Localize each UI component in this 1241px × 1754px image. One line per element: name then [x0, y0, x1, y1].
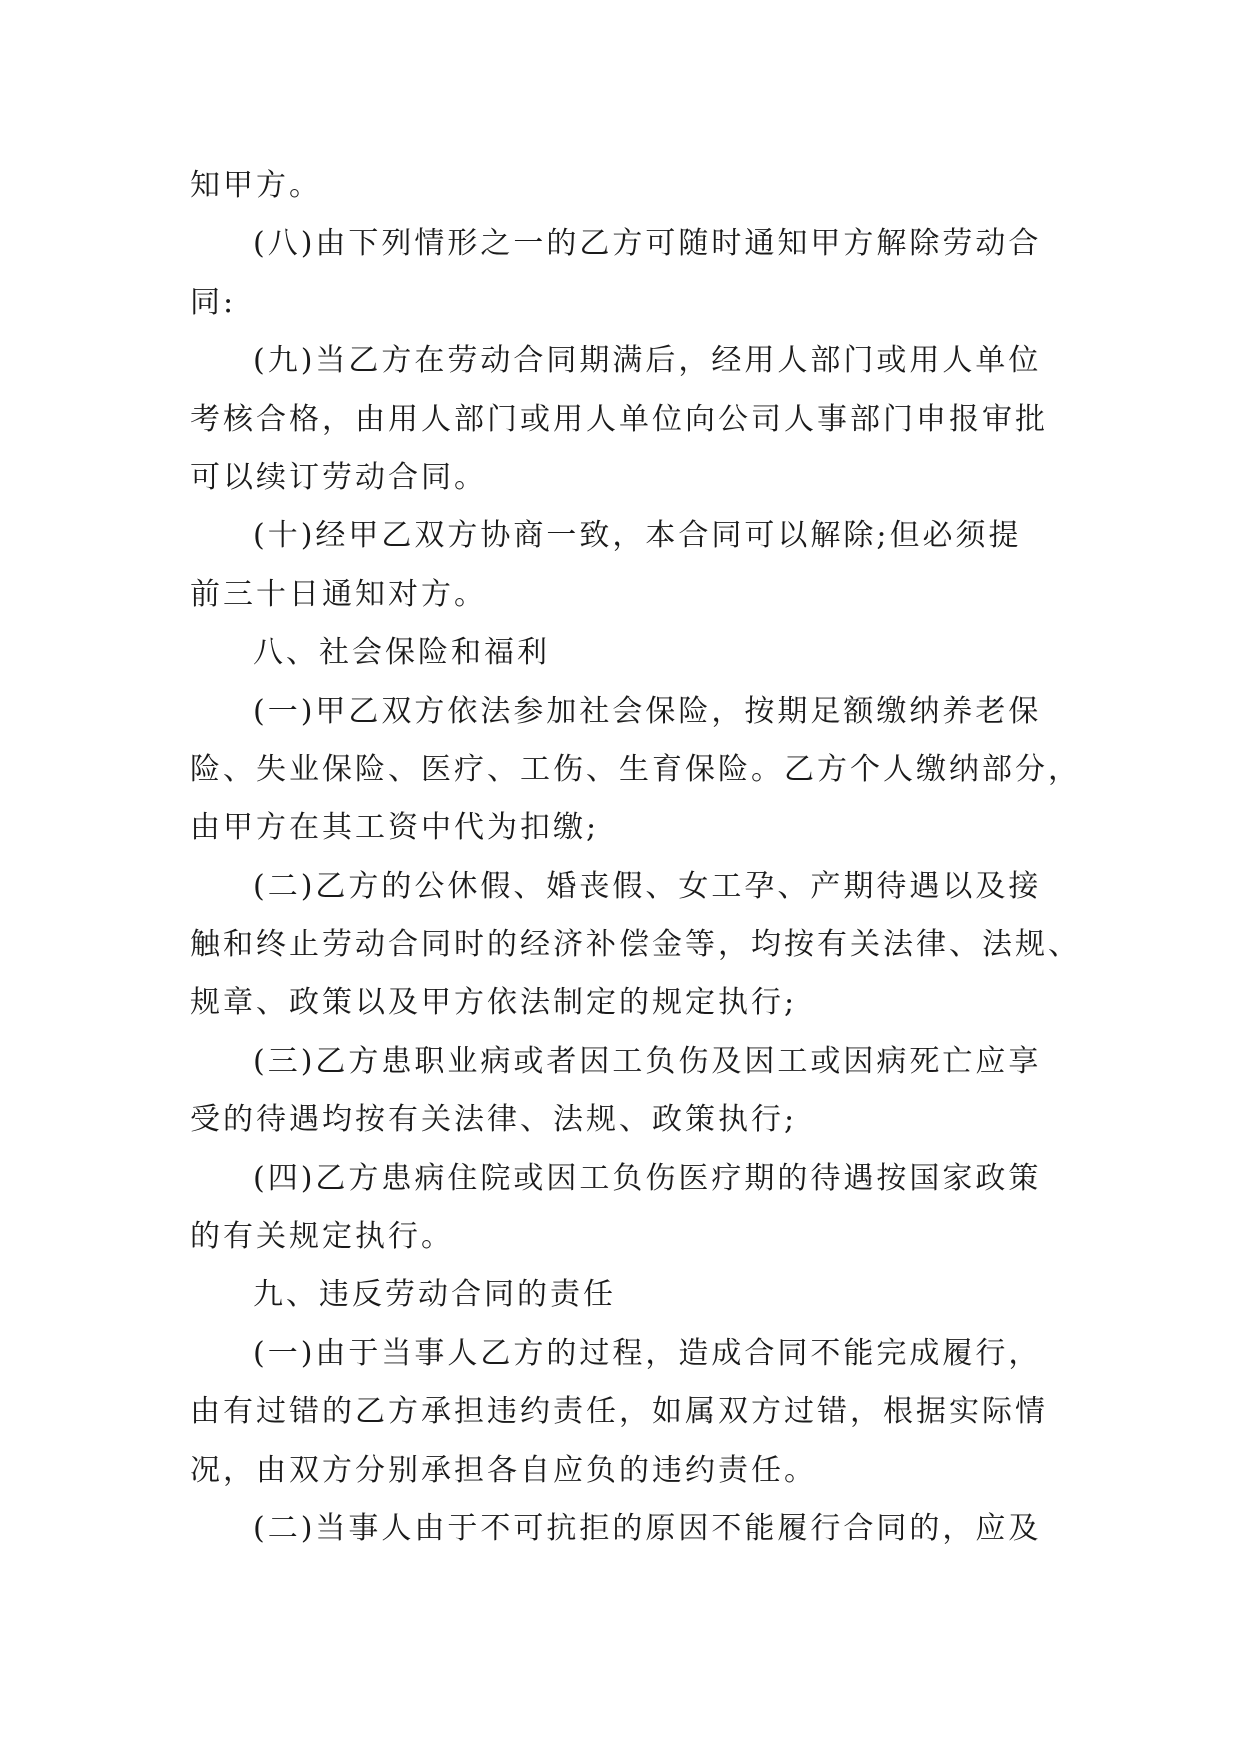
text-line: 触和终止劳动合同时的经济补偿金等，均按有关法律、法规、: [190, 927, 1081, 963]
document-body: [190, 157, 1081, 1558]
text-line: (一)甲乙双方依法参加社会保险，按期足额缴纳养老保: [253, 693, 1042, 729]
text-line: 况，由双方分别承担各自应负的违约责任。: [190, 1452, 817, 1488]
text-line: 由甲方在其工资中代为扣缴;: [190, 810, 600, 846]
text-line: 受的待遇均按有关法律、法规、政策执行;: [190, 1102, 798, 1138]
text-line: (十)经甲乙双方协商一致，本合同可以解除;但必须提: [253, 518, 1022, 554]
text-line: 规章、政策以及甲方依法制定的规定执行;: [190, 985, 798, 1021]
text-line: (二)乙方的公休假、婚丧假、女工孕、产期待遇以及接: [253, 868, 1042, 904]
text-line: (三)乙方患职业病或者因工负伤及因工或因病死亡应享: [253, 1043, 1042, 1079]
text-line: 同:: [190, 284, 237, 320]
text-line: 的有关规定执行。: [190, 1219, 454, 1255]
text-line: (八)由下列情形之一的乙方可随时通知甲方解除劳动合: [253, 226, 1042, 262]
text-line: (四)乙方患病住院或因工负伤医疗期的待遇按国家政策: [253, 1160, 1042, 1196]
text-line: 前三十日通知对方。: [190, 576, 487, 612]
text-line: 考核合格，由用人部门或用人单位向公司人事部门申报审批: [190, 401, 1048, 437]
text-line: 知甲方。: [190, 168, 322, 203]
text-line: 可以续订劳动合同。: [190, 459, 487, 495]
text-line: 由有过错的乙方承担违约责任，如属双方过错，根据实际情: [190, 1394, 1048, 1430]
section-heading: 八、社会保险和福利: [253, 635, 550, 671]
text-line: (二)当事人由于不可抗拒的原因不能履行合同的，应及: [253, 1510, 1042, 1546]
section-heading: 九、违反劳动合同的责任: [253, 1277, 616, 1313]
text-line: (九)当乙方在劳动合同期满后，经用人部门或用人单位: [253, 343, 1042, 379]
text-line: (一)由于当事人乙方的过程，造成合同不能完成履行，: [253, 1335, 1042, 1371]
text-line: 险、失业保险、医疗、工伤、生育保险。乙方个人缴纳部分，: [190, 751, 1081, 787]
